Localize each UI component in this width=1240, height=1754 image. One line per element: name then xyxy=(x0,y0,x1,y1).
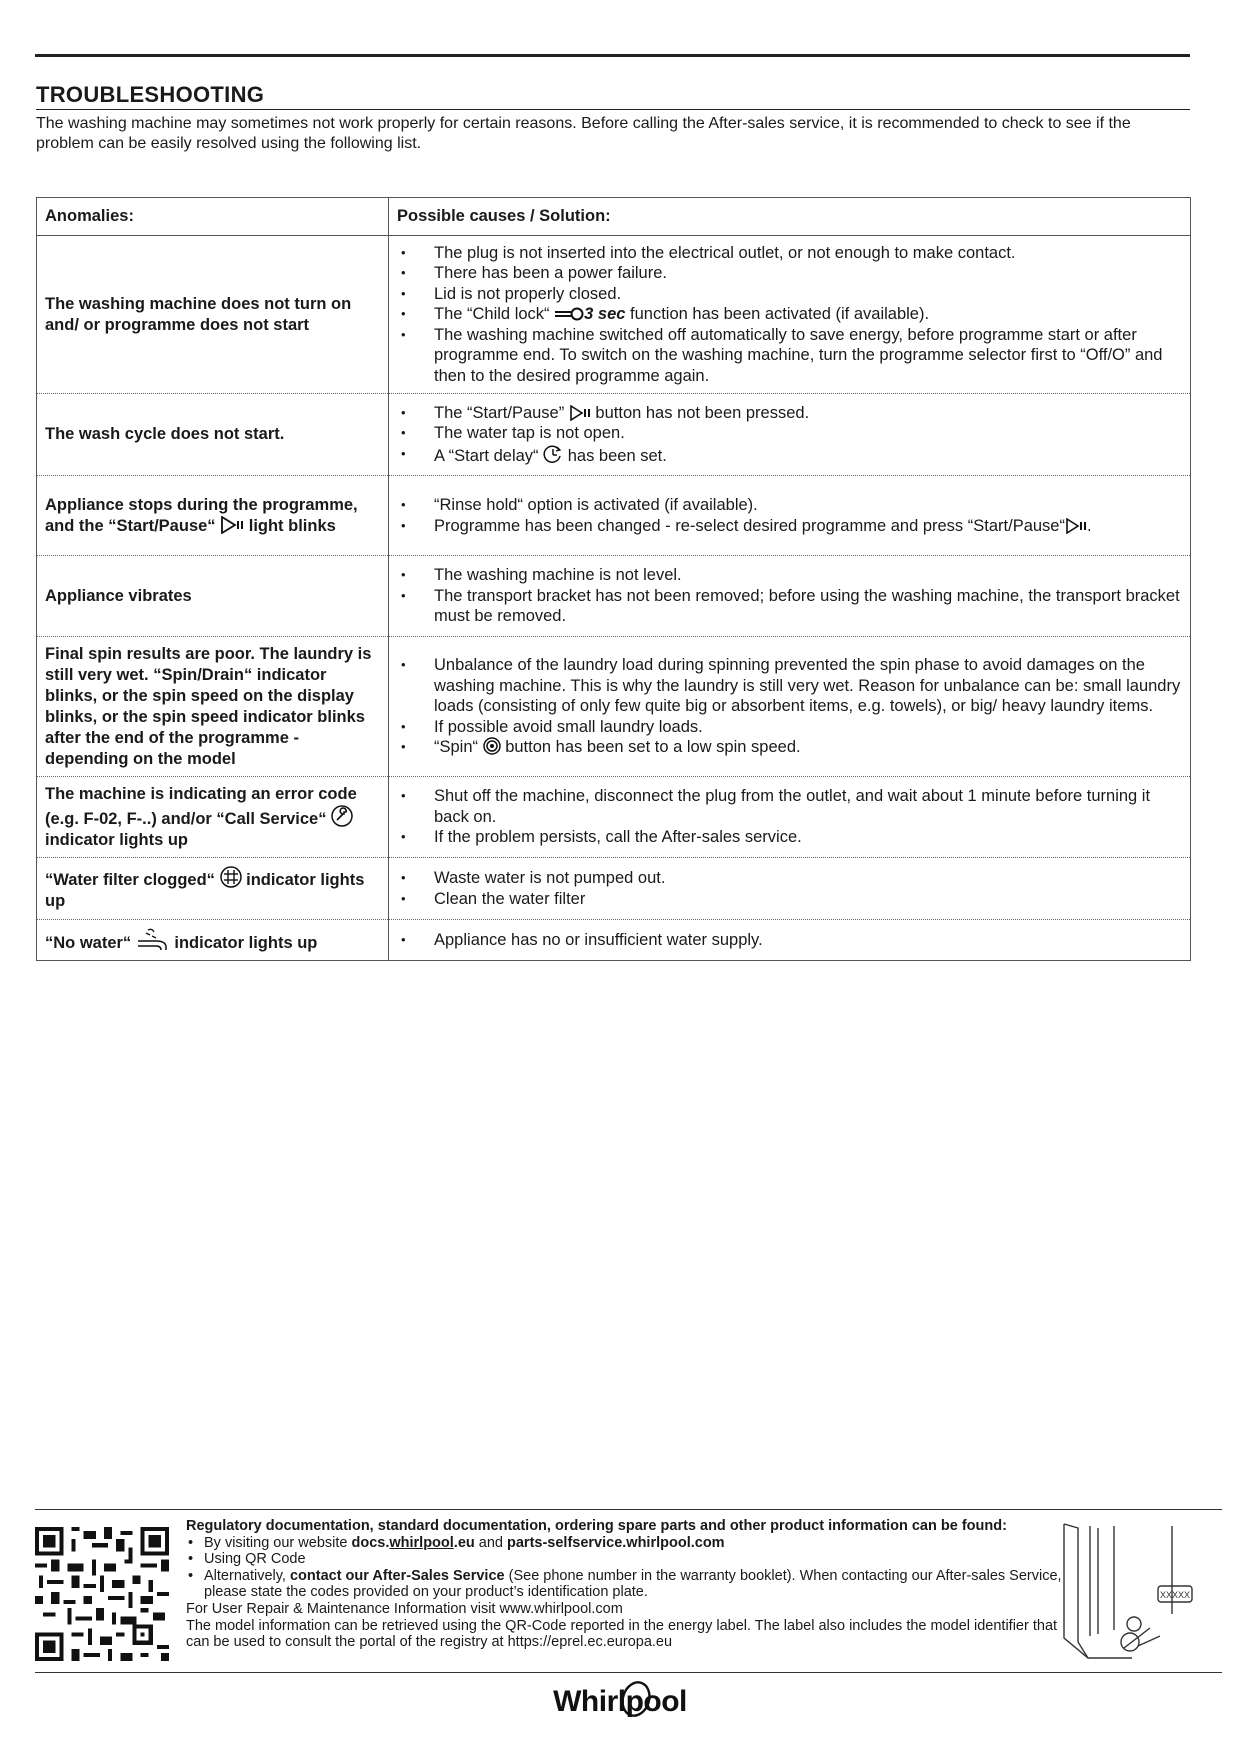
text: (See phone number in the warranty booklet). When contacting our After-sales Service, please state the codes provided on your product’s identification plate. xyxy=(204,1567,1062,1601)
list-item xyxy=(397,516,1182,537)
table-row xyxy=(37,637,1191,777)
list-item: • Unbalance of the laundry load during spinning prevented the spin phase to avoid damages on the washing machine. This is why the laundry is still very wet. Reason for unbalance can be: small laundry loads (consisting of only few quite big or absorbent items, e.g. towels), or big/ heavy laundry items. xyxy=(397,655,1182,717)
troubleshooting-table xyxy=(36,197,1191,961)
list-item xyxy=(186,1535,1066,1552)
list-item xyxy=(397,737,1182,758)
text: By visiting our website xyxy=(204,1534,352,1551)
list-item: • The plug is not inserted into the electrical outlet, or not enough to make contact. xyxy=(397,243,1182,264)
list-item: • The washing machine switched off automatically to save energy, before programme start or after programme end. To switch on the washing machine, turn the programme selector first to “Off/O” and then to the desired programme again. xyxy=(397,325,1182,387)
table-header-row xyxy=(37,198,1191,236)
list-item: • Appliance has no or insufficient water supply. xyxy=(397,930,1182,951)
list-item xyxy=(397,444,1182,467)
water-filter-icon xyxy=(220,866,242,888)
text: contact our After-Sales Service xyxy=(289,1567,505,1584)
solution-cell xyxy=(389,394,1191,476)
table-row xyxy=(37,858,1191,920)
text: indicator lights up xyxy=(45,830,188,849)
list-item xyxy=(397,304,1182,325)
text: Alternatively, xyxy=(204,1567,290,1584)
start-pause-icon xyxy=(569,405,591,421)
list-item: • The water tap is not open. xyxy=(397,423,1182,444)
solution-cell xyxy=(389,637,1191,777)
whirlpool-logo xyxy=(540,1678,700,1724)
anomaly-cell xyxy=(37,858,389,920)
header-anomalies: Anomalies: xyxy=(37,198,389,236)
page-title: TROUBLESHOOTING xyxy=(36,82,1190,110)
footer-line: For User Repair & Maintenance Information visit www.whirlpool.com xyxy=(186,1600,623,1617)
footer-rule-top xyxy=(35,1509,1222,1510)
list-item: • “Rinse hold“ option is activated (if available). xyxy=(397,495,1182,516)
footer-heading: Regulatory documentation, standard documentation, ordering spare parts and other product information can be found: xyxy=(186,1518,1007,1534)
text: The “Start/Pause” xyxy=(434,403,565,422)
text: indicator lights up xyxy=(45,870,365,910)
text: docs. xyxy=(351,1534,390,1551)
start-pause-icon xyxy=(220,516,244,534)
anomaly-cell xyxy=(37,920,389,961)
docs-link[interactable] xyxy=(351,1535,474,1551)
footer-line: The model information can be retrieved using the QR-Code reported in the energy label. The label also includes the model identifier that can be used to consult the portal of the registry at https://eprel.ec.europa.eu xyxy=(186,1617,1058,1651)
text: “Spin“ xyxy=(434,738,479,757)
top-rule xyxy=(35,54,1190,57)
child-lock-icon xyxy=(554,306,584,322)
start-pause-icon xyxy=(1065,518,1087,534)
duration-text: 3 sec xyxy=(584,305,626,324)
header-solutions: Possible causes / Solution: xyxy=(389,198,1191,236)
list-item: • Clean the water filter xyxy=(397,889,1182,910)
footer-list xyxy=(186,1535,1066,1601)
text: Programme has been changed - re-select desired programme and press “Start/Pause“ xyxy=(434,516,1065,535)
table-row xyxy=(37,777,1191,858)
anomaly-cell: The wash cycle does not start. xyxy=(37,394,389,476)
list-item xyxy=(397,403,1182,424)
list-item: • The transport bracket has not been removed; before using the washing machine, the transport bracket must be removed. xyxy=(397,586,1182,627)
identification-plate-illustration xyxy=(1054,1518,1202,1666)
list-item: • The washing machine is not level. xyxy=(397,565,1182,586)
text: has been set. xyxy=(567,446,667,465)
list-item: • Lid is not properly closed. xyxy=(397,284,1182,305)
list-item: • Waste water is not pumped out. xyxy=(397,868,1182,889)
solution-cell xyxy=(389,476,1191,556)
footer-info xyxy=(186,1518,1066,1651)
text: button has been set to a low spin speed. xyxy=(505,738,801,757)
text: and xyxy=(474,1534,507,1551)
solution-cell xyxy=(389,858,1191,920)
qr-code[interactable] xyxy=(35,1527,169,1661)
anomaly-cell xyxy=(37,777,389,858)
start-delay-icon xyxy=(543,444,563,464)
call-service-icon xyxy=(331,805,353,827)
solution-cell xyxy=(389,777,1191,858)
table-row xyxy=(37,920,1191,961)
text: “No water“ xyxy=(45,933,132,952)
text: The “Child lock“ xyxy=(434,305,550,324)
list-item: • There has been a power failure. xyxy=(397,263,1182,284)
parts-link[interactable]: parts-selfservice.whirlpool.com xyxy=(507,1534,725,1551)
list-item: • Using QR Code xyxy=(186,1551,1066,1568)
text: Appliance stops during the programme, and the “Start/Pause“ xyxy=(45,495,358,535)
list-item: • If the problem persists, call the After-sales service. xyxy=(397,827,1182,848)
solution-cell xyxy=(389,236,1191,394)
table-row xyxy=(37,236,1191,394)
table-row xyxy=(37,556,1191,637)
text: .eu xyxy=(453,1534,475,1551)
text: A “Start delay“ xyxy=(434,446,539,465)
table-row xyxy=(37,476,1191,556)
table-row xyxy=(37,394,1191,476)
anomaly-cell xyxy=(37,476,389,556)
plate-code: XXXXX xyxy=(1159,1590,1191,1600)
spin-icon xyxy=(483,737,501,755)
text: indicator lights up xyxy=(174,933,318,952)
no-water-icon xyxy=(136,927,170,951)
anomaly-cell: Final spin results are poor. The laundry is still very wet. “Spin/Drain“ indicator blinks, or the spin speed on the display blinks, or the spin speed indicator blinks after the end of the programme - depending on the model xyxy=(37,637,389,777)
footer-rule-bottom xyxy=(35,1672,1222,1673)
text: “Water filter clogged“ xyxy=(45,870,215,889)
list-item xyxy=(186,1568,1066,1601)
anomaly-cell: Appliance vibrates xyxy=(37,556,389,637)
list-item: • Shut off the machine, disconnect the plug from the outlet, and wait about 1 minute before turning it back on. xyxy=(397,786,1182,827)
text: whirlpool xyxy=(389,1534,454,1551)
intro-text: The washing machine may sometimes not work properly for certain reasons. Before calling the After-sales service, it is recommended to check to see if the problem can be easily resolved using the following list. xyxy=(36,115,1131,152)
solution-cell xyxy=(389,556,1191,637)
anomaly-cell: The washing machine does not turn on and/ or programme does not start xyxy=(37,236,389,394)
text: button has not been pressed. xyxy=(595,403,810,422)
brand-text: Whirlpool xyxy=(553,1685,687,1718)
text: The machine is indicating an error code (e.g. F-02, F-..) and/or “Call Service“ xyxy=(45,784,357,828)
text: function has been activated (if available). xyxy=(630,305,930,324)
text: . xyxy=(1086,516,1092,535)
text: light blinks xyxy=(248,516,336,535)
list-item: • If possible avoid small laundry loads. xyxy=(397,717,1182,738)
solution-cell xyxy=(389,920,1191,961)
